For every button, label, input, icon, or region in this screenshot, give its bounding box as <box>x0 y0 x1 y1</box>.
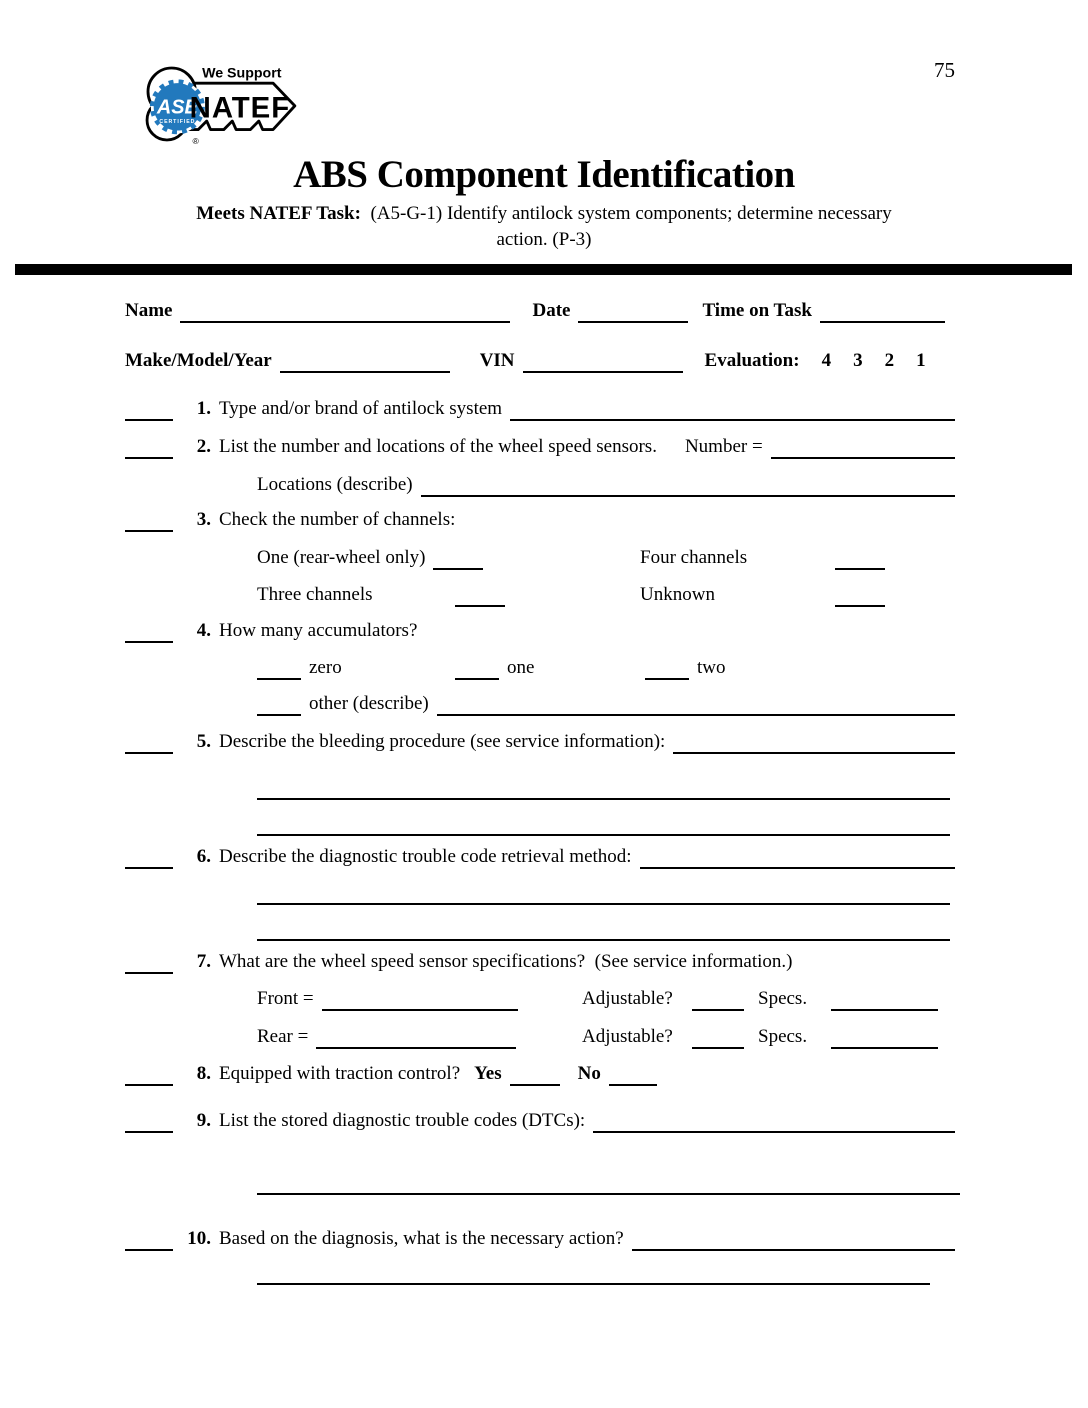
item-9-row <box>125 1110 955 1136</box>
rear-adjustable-blank <box>692 1047 744 1049</box>
svg-text:CERTIFIED: CERTIFIED <box>159 118 196 125</box>
rear-label: Rear = <box>257 1026 309 1047</box>
option-one-rear-wheel-blank <box>433 568 483 570</box>
evaluation-score-4: 4 <box>821 350 832 371</box>
option-zero-label: zero <box>309 657 342 678</box>
date-label: Date <box>532 300 571 321</box>
no-blank <box>609 1084 657 1086</box>
front-label: Front = <box>257 988 314 1009</box>
option-four-channels-label: Four channels <box>640 547 748 568</box>
option-unknown-label: Unknown <box>640 584 715 605</box>
item-9-answer-blank <box>593 1131 955 1133</box>
item-8-text: Equipped with traction control? <box>219 1063 461 1084</box>
vin-blank <box>523 371 683 373</box>
make-model-year-blank <box>280 371 450 373</box>
item-10-row <box>125 1228 955 1254</box>
no-label: No <box>577 1063 601 1084</box>
item-4-options-row <box>257 657 955 683</box>
task-line <box>0 203 1088 225</box>
option-other-label: other (describe) <box>309 693 429 714</box>
item-9-number: 9. <box>196 1110 211 1131</box>
item-5-answer-blank <box>673 752 955 754</box>
option-three-channels-blank <box>455 605 505 607</box>
item-4-number: 4. <box>196 620 211 641</box>
item-5-text: Describe the bleeding procedure (see service information): <box>219 731 666 752</box>
item-3-score-blank <box>125 530 173 532</box>
item-10-score-blank <box>125 1249 173 1251</box>
time-on-task-blank <box>820 321 945 323</box>
item-4-text: How many accumulators? <box>219 620 418 641</box>
item-1-answer-blank <box>510 419 955 421</box>
item-2-row <box>125 436 955 462</box>
worksheet-title: ABS Component Identification <box>293 153 795 196</box>
option-one-blank <box>455 678 499 680</box>
item-7-text: What are the wheel speed sensor specifications? (See service information.) <box>219 951 793 972</box>
vehicle-row <box>125 350 955 376</box>
item-10-answer-blank <box>632 1249 955 1251</box>
item-5-row <box>125 731 955 757</box>
name-label: Name <box>125 300 173 321</box>
item-4-row <box>125 620 955 646</box>
item-2-number-blank <box>771 457 955 459</box>
task-text: (A5-G-1) Identify antilock system components; determine necessary <box>370 203 892 224</box>
item-5-score-blank <box>125 752 173 754</box>
divider-rule <box>15 264 1072 275</box>
item-6-text: Describe the diagnostic trouble code retrieval method: <box>219 846 632 867</box>
item-2-score-blank <box>125 457 173 459</box>
item-3-options-row-2 <box>257 584 955 610</box>
time-on-task-label: Time on Task <box>702 300 812 321</box>
item-6-score-blank <box>125 867 173 869</box>
option-one-label: one <box>507 657 535 678</box>
item-3-text: Check the number of channels: <box>219 509 456 530</box>
item-7-rear-row <box>257 1026 955 1052</box>
item-5-continuation-line-1 <box>257 798 950 800</box>
natef-key-icon <box>130 56 310 152</box>
name-date-row <box>125 300 945 326</box>
evaluation-score-1: 1 <box>916 350 926 371</box>
item-6-row <box>125 846 955 872</box>
item-6-answer-blank <box>640 867 955 869</box>
item-3-row <box>125 509 955 535</box>
item-9-score-blank <box>125 1131 173 1133</box>
item-3-options-row-1 <box>257 547 955 573</box>
item-4-score-blank <box>125 641 173 643</box>
task-spacer <box>361 203 371 224</box>
task-line-2: action. (P-3) <box>496 229 592 250</box>
front-adjustable-blank <box>692 1009 744 1011</box>
item-2-text: List the number and locations of the wheel speed sensors. <box>219 436 657 457</box>
item-8-row <box>125 1063 955 1089</box>
item-6-number: 6. <box>196 846 211 867</box>
option-other-blank <box>257 714 301 716</box>
item-1-number: 1. <box>196 398 211 419</box>
item-1-text: Type and/or brand of antilock system <box>219 398 503 419</box>
front-adjustable-label: Adjustable? <box>582 988 673 1009</box>
rear-specs-label: Specs. <box>758 1026 808 1047</box>
vin-label: VIN <box>479 350 515 371</box>
item-1-row <box>125 398 955 424</box>
front-specs-label: Specs. <box>758 988 808 1009</box>
make-model-year-label: Make/Model/Year <box>125 350 272 371</box>
item-7-row <box>125 951 955 977</box>
item-2-locations-label: Locations (describe) <box>257 474 413 495</box>
item-6-continuation-line-2 <box>257 939 950 941</box>
option-one-rear-wheel-label: One (rear-wheel only) <box>257 547 426 568</box>
item-7-number: 7. <box>196 951 211 972</box>
item-7-front-row <box>257 988 955 1014</box>
yes-blank <box>510 1084 560 1086</box>
option-three-channels-label: Three channels <box>257 584 373 605</box>
option-two-label: two <box>697 657 726 678</box>
item-4-other-row <box>257 693 955 719</box>
item-10-text: Based on the diagnosis, what is the necessary action? <box>219 1228 624 1249</box>
front-blank <box>322 1009 518 1011</box>
rear-specs-blank <box>831 1047 938 1049</box>
item-8-number: 8. <box>196 1063 211 1084</box>
natef-logo <box>130 56 310 157</box>
task-label: Meets NATEF Task: <box>196 203 361 224</box>
item-5-number: 5. <box>196 731 211 752</box>
option-zero-blank <box>257 678 301 680</box>
front-specs-blank <box>831 1009 938 1011</box>
option-four-channels-blank <box>835 568 885 570</box>
svg-text:ASE: ASE <box>156 96 198 119</box>
natef-text: NATEF <box>189 91 291 125</box>
option-unknown-blank <box>835 605 885 607</box>
item-2-number: 2. <box>196 436 211 457</box>
evaluation-score-3: 3 <box>853 350 863 371</box>
date-blank <box>578 321 688 323</box>
rear-blank <box>316 1047 516 1049</box>
item-2-locations-blank <box>421 495 955 497</box>
item-3-number: 3. <box>196 509 211 530</box>
item-10-continuation-line <box>257 1283 930 1285</box>
item-9-continuation-line <box>257 1193 960 1195</box>
yes-label: Yes <box>474 1063 502 1084</box>
item-10-number: 10. <box>187 1228 211 1249</box>
name-blank <box>180 321 510 323</box>
item-6-continuation-line-1 <box>257 903 950 905</box>
item-1-score-blank <box>125 419 173 421</box>
item-2-locations-row <box>257 474 955 500</box>
item-2-number-eq-label: Number = <box>684 436 763 457</box>
we-support-text: We Support <box>202 65 282 82</box>
option-other-describe-blank <box>437 714 955 716</box>
rear-adjustable-label: Adjustable? <box>582 1026 673 1047</box>
item-5-continuation-line-2 <box>257 834 950 836</box>
item-8-score-blank <box>125 1084 173 1086</box>
item-9-text: List the stored diagnostic trouble codes (DTCs): <box>219 1110 586 1131</box>
registered-mark: ® <box>192 135 199 146</box>
item-7-score-blank <box>125 972 173 974</box>
evaluation-score-2: 2 <box>884 350 895 371</box>
evaluation-label: Evaluation: <box>704 350 800 371</box>
option-two-blank <box>645 678 689 680</box>
page-number: 75 <box>934 58 955 82</box>
